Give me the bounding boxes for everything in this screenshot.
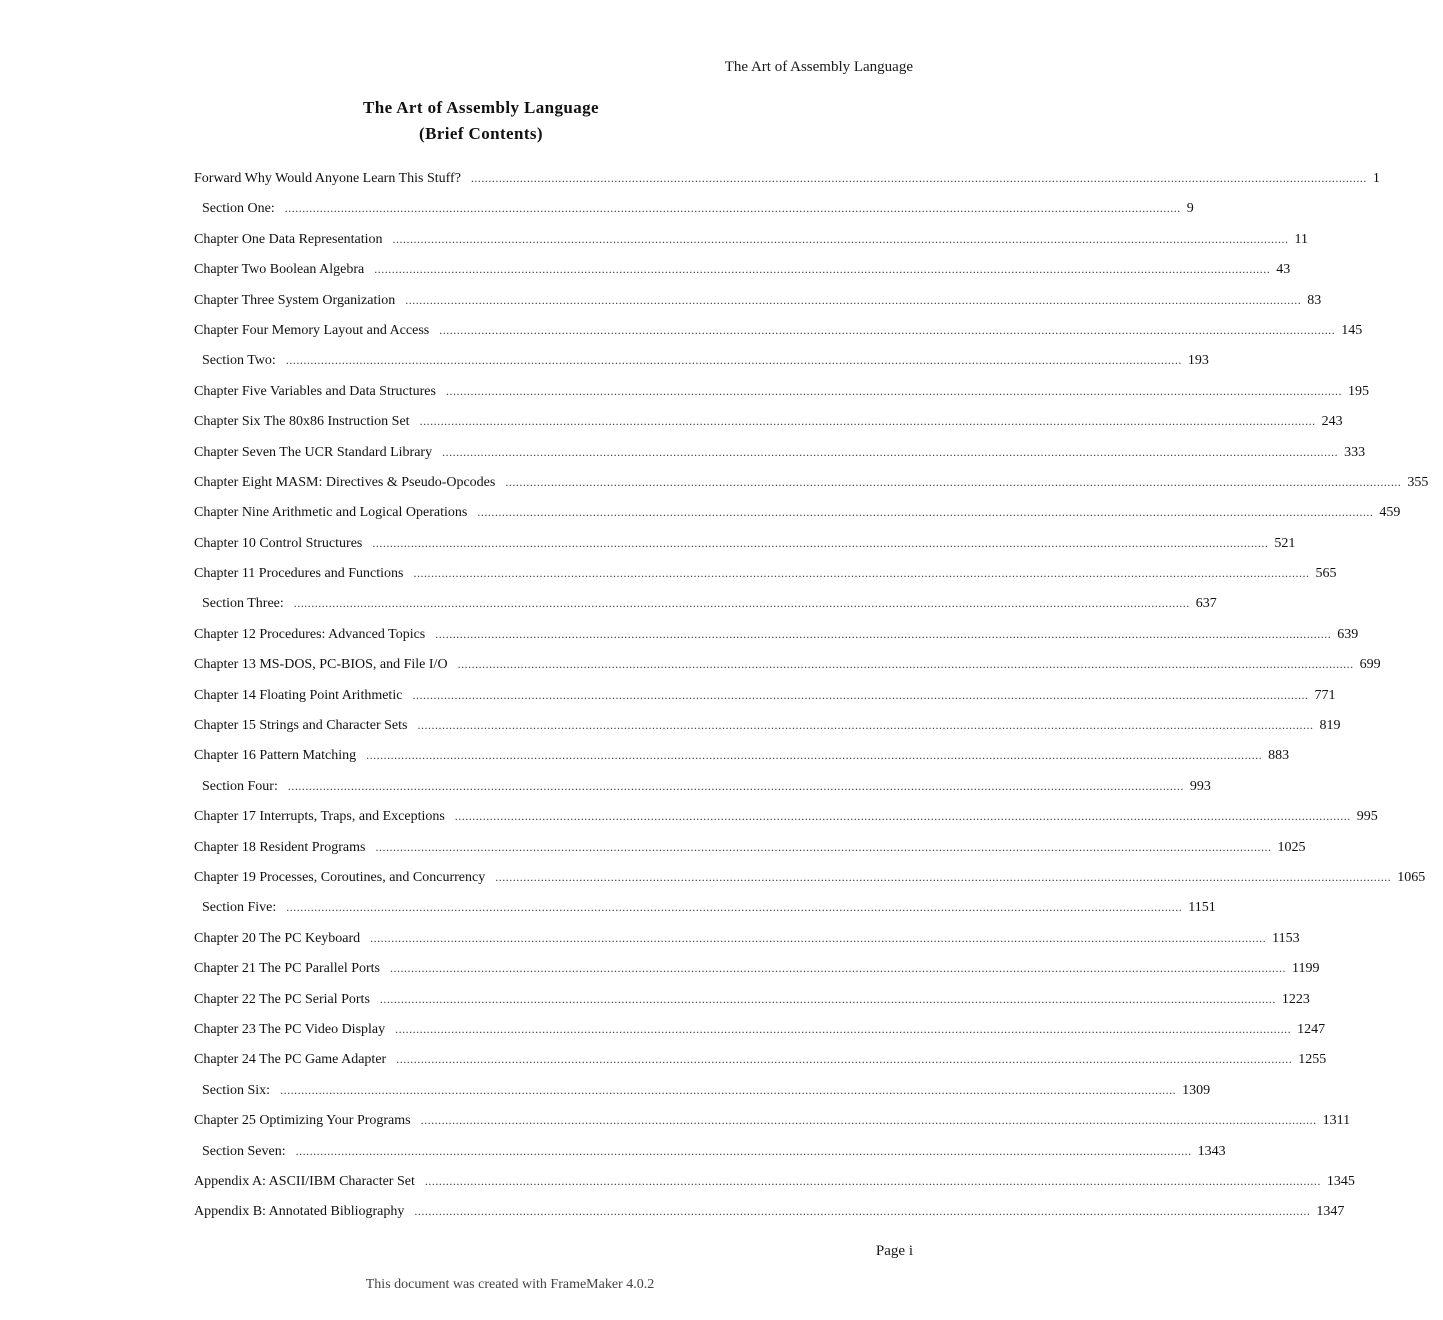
toc-page-number: 243	[1321, 414, 1343, 430]
toc-page-number: 995	[1356, 809, 1378, 825]
dot-leader	[395, 1022, 1291, 1037]
toc-entry-title: Chapter 17 Interrupts, Traps, and Exceptions	[194, 809, 445, 825]
dot-leader	[417, 718, 1313, 733]
toc-page-number: 1345	[1326, 1173, 1355, 1189]
toc-chapter-row[interactable]	[194, 961, 1320, 991]
toc-entry-title: Chapter 19 Processes, Coroutines, and Concurrency	[194, 869, 486, 885]
toc-chapter-row[interactable]	[194, 687, 1336, 718]
toc-page-number: 459	[1379, 505, 1401, 521]
toc-entry-title: Section Four:	[202, 778, 278, 794]
toc-entry-title: Chapter Four Memory Layout and Access	[194, 322, 430, 338]
dot-leader	[396, 1052, 1292, 1067]
toc-chapter-row[interactable]	[194, 535, 1296, 566]
page-number: Page i	[875, 1243, 913, 1259]
toc-entry-title: Section Three:	[202, 596, 284, 612]
dot-leader	[421, 1113, 1317, 1128]
dot-leader	[390, 961, 1286, 976]
dot-leader	[288, 779, 1184, 794]
toc-page-number: 9	[1186, 201, 1194, 217]
toc-entry-title: Section Two:	[202, 353, 276, 369]
toc-page-number: 1025	[1277, 839, 1306, 855]
dot-leader	[285, 201, 1181, 216]
dot-leader	[280, 1083, 1176, 1098]
subtitle-line: (Brief Contents)	[419, 124, 543, 143]
dot-leader	[505, 475, 1401, 490]
toc-chapter-row[interactable]	[194, 1052, 1327, 1082]
dot-leader	[439, 323, 1335, 338]
toc-entry-title: Chapter Nine Arithmetic and Logical Operations	[194, 505, 468, 521]
toc-page-number: 1199	[1292, 961, 1320, 977]
toc-page-number: 1065	[1397, 869, 1426, 885]
dot-leader	[477, 505, 1373, 520]
toc-page-number: 1311	[1322, 1113, 1351, 1129]
dot-leader	[458, 657, 1354, 672]
dot-leader	[286, 353, 1182, 368]
dot-leader	[495, 870, 1391, 885]
dot-leader	[412, 688, 1308, 703]
toc-entry-title: Chapter 24 The PC Game Adapter	[194, 1052, 387, 1068]
toc-entry-title: Appendix A: ASCII/IBM Character Set	[194, 1173, 415, 1189]
toc-entry-title: Chapter 13 MS-DOS, PC-BIOS, and File I/O	[194, 657, 448, 673]
dot-leader	[375, 840, 1271, 855]
dot-leader	[425, 1174, 1321, 1189]
dot-leader	[405, 293, 1301, 308]
dot-leader	[413, 566, 1309, 581]
toc-entry-title: Chapter 18 Resident Programs	[194, 839, 366, 855]
toc-chapter-row[interactable]	[194, 171, 1380, 201]
toc-page-number: 1343	[1197, 1143, 1226, 1159]
toc-chapter-row[interactable]	[194, 626, 1359, 657]
toc-page-number: 819	[1319, 718, 1341, 734]
toc-page-number: 193	[1187, 353, 1209, 369]
toc-chapter-row[interactable]	[194, 383, 1369, 414]
toc-chapter-row[interactable]	[194, 839, 1306, 870]
toc-entry-title: Chapter 12 Procedures: Advanced Topics	[194, 626, 426, 642]
dot-leader	[455, 809, 1351, 824]
dot-leader	[435, 627, 1331, 642]
dot-leader	[414, 1204, 1310, 1219]
toc-entry-title: Chapter Seven The UCR Standard Library	[194, 444, 433, 460]
toc-section-row[interactable]	[194, 900, 1216, 930]
running-header: The Art of Assembly Language	[724, 59, 913, 75]
toc-entry-title: Chapter 21 The PC Parallel Ports	[194, 961, 380, 977]
toc-chapter-row[interactable]	[194, 414, 1343, 444]
toc-chapter-row[interactable]	[194, 869, 1426, 900]
toc-entry-title: Section Seven:	[202, 1143, 286, 1159]
toc-entry-title: Chapter One Data Representation	[194, 231, 383, 247]
toc-chapter-row[interactable]	[194, 474, 1429, 505]
toc-page-number: 1153	[1272, 930, 1300, 946]
toc-chapter-row[interactable]	[194, 930, 1300, 961]
toc-entry-title: Forward Why Would Anyone Learn This Stuff?	[194, 171, 461, 186]
toc-chapter-row[interactable]	[194, 718, 1341, 748]
toc-page-number: 11	[1294, 231, 1309, 247]
toc-chapter-row[interactable]	[194, 505, 1401, 535]
toc-entry-title: Chapter 20 The PC Keyboard	[194, 930, 361, 946]
dot-leader	[393, 232, 1289, 247]
toc-page-number: 1309	[1182, 1082, 1211, 1098]
toc-entry-title: Section Five:	[202, 900, 277, 916]
toc-chapter-row[interactable]	[194, 991, 1310, 1022]
toc-page-number: 43	[1276, 262, 1291, 278]
dot-leader	[471, 171, 1367, 186]
toc-chapter-row[interactable]	[194, 322, 1363, 353]
toc-page-number: 771	[1314, 687, 1336, 703]
toc-page-number: 639	[1337, 626, 1359, 642]
dot-leader	[442, 445, 1338, 460]
toc-chapter-row[interactable]	[194, 1113, 1351, 1143]
dot-leader	[286, 900, 1182, 915]
toc-section-row[interactable]	[194, 778, 1211, 809]
toc-chapter-row[interactable]	[194, 748, 1290, 778]
toc-chapter-row[interactable]	[194, 1173, 1355, 1204]
toc-page-number: 699	[1359, 657, 1381, 673]
toc-chapter-row[interactable]	[194, 809, 1378, 839]
toc-page-number: 637	[1195, 596, 1217, 612]
toc-page-number: 83	[1307, 292, 1322, 308]
toc-section-row[interactable]	[194, 353, 1209, 383]
toc-entry-title: Chapter Eight MASM: Directives & Pseudo-Opcodes	[194, 474, 496, 490]
toc-page-number: 145	[1341, 322, 1363, 338]
dot-leader	[446, 384, 1342, 399]
dot-leader	[374, 262, 1270, 277]
toc-page-number: 993	[1189, 778, 1211, 794]
title-line: The Art of Assembly Language	[363, 98, 599, 117]
toc-entry-title: Chapter 10 Control Structures	[194, 535, 363, 551]
table-of-contents	[194, 171, 1429, 1235]
toc-entry-title: Chapter Two Boolean Algebra	[194, 262, 365, 278]
toc-chapter-row[interactable]	[194, 1021, 1326, 1052]
footer-note: This document was created with FrameMaker 4.0.2	[365, 1277, 655, 1292]
toc-chapter-row[interactable]	[194, 657, 1381, 687]
toc-entry-title: Chapter 23 The PC Video Display	[194, 1021, 386, 1037]
dot-leader	[380, 992, 1276, 1007]
toc-chapter-row[interactable]	[194, 262, 1291, 292]
dot-leader	[366, 748, 1262, 763]
toc-page-number: 1255	[1298, 1052, 1327, 1068]
toc-chapter-row[interactable]	[194, 1204, 1345, 1234]
toc-entry-title: Appendix B: Annotated Bibliography	[194, 1204, 405, 1220]
toc-page-number: 333	[1344, 444, 1366, 460]
toc-chapter-row[interactable]	[194, 444, 1366, 475]
toc-section-row[interactable]	[194, 1143, 1226, 1174]
dot-leader	[372, 536, 1268, 551]
toc-section-row[interactable]	[194, 1082, 1211, 1113]
toc-entry-title: Chapter Five Variables and Data Structures	[194, 383, 436, 399]
dot-leader	[296, 1144, 1192, 1159]
toc-entry-title: Section One:	[202, 201, 275, 217]
toc-entry-title: Chapter 11 Procedures and Functions	[194, 566, 404, 582]
toc-page-number: 355	[1407, 474, 1429, 490]
toc-section-row[interactable]	[194, 596, 1217, 626]
dot-leader	[420, 414, 1316, 429]
dot-leader	[370, 931, 1266, 946]
toc-entry-title: Chapter 16 Pattern Matching	[194, 748, 357, 764]
toc-page-number: 521	[1274, 535, 1296, 551]
toc-page-number: 1223	[1281, 991, 1310, 1007]
toc-page-number: 565	[1315, 566, 1337, 582]
toc-page-number: 1347	[1316, 1204, 1345, 1220]
dot-leader	[294, 596, 1190, 611]
toc-entry-title: Chapter 15 Strings and Character Sets	[194, 718, 408, 734]
toc-chapter-row[interactable]	[194, 231, 1309, 262]
toc-entry-title: Chapter Three System Organization	[194, 292, 396, 308]
document-title	[0, 95, 962, 147]
toc-entry-title: Chapter 25 Optimizing Your Programs	[194, 1113, 411, 1129]
toc-page-number: 883	[1268, 748, 1290, 764]
toc-page-number: 195	[1347, 383, 1369, 399]
toc-page-number: 1151	[1188, 900, 1216, 916]
toc-chapter-row[interactable]	[194, 292, 1322, 323]
toc-entry-title: Section Six:	[202, 1082, 271, 1098]
toc-section-row[interactable]	[194, 201, 1194, 231]
toc-entry-title: Chapter 22 The PC Serial Ports	[194, 991, 370, 1007]
toc-page-number: 1	[1372, 171, 1380, 186]
toc-chapter-row[interactable]	[194, 566, 1337, 596]
toc-entry-title: Chapter 14 Floating Point Arithmetic	[194, 687, 403, 703]
toc-page-number: 1247	[1297, 1021, 1326, 1037]
toc-entry-title: Chapter Six The 80x86 Instruction Set	[194, 414, 410, 430]
